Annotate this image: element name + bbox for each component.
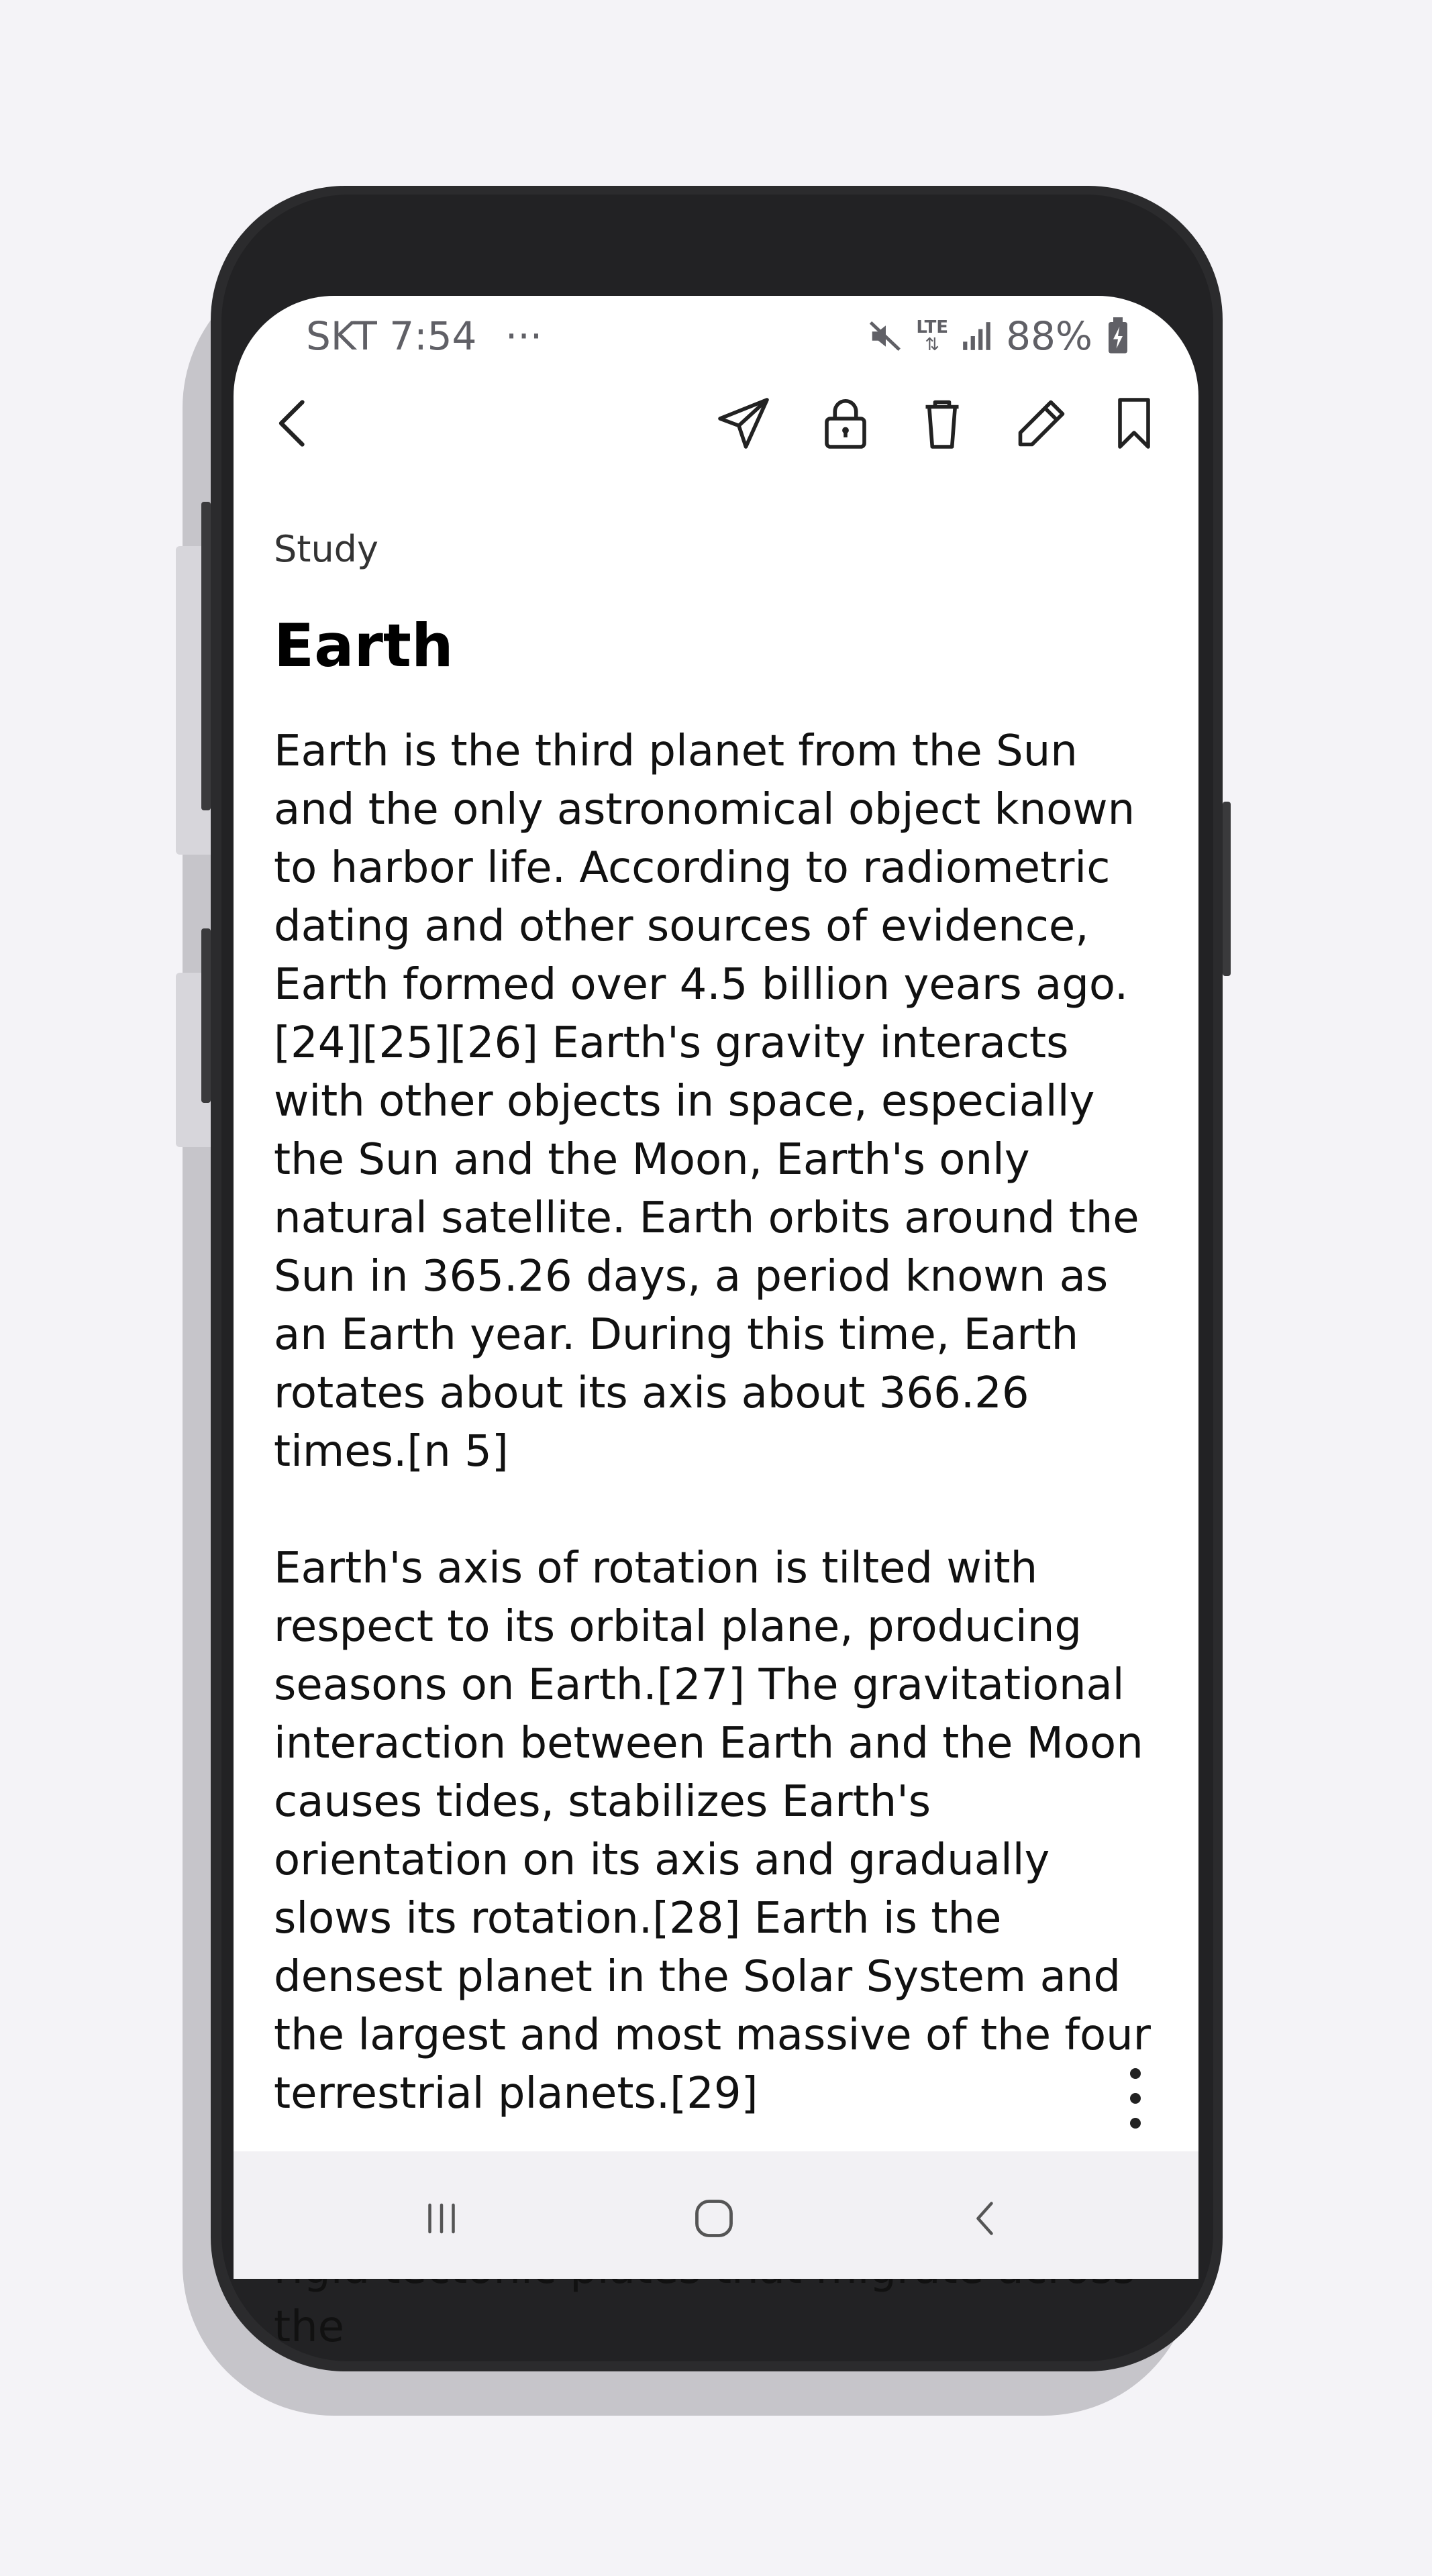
recent-apps-icon[interactable] xyxy=(401,2185,482,2252)
notification-more: ··· xyxy=(505,313,543,359)
paragraph: Earth's axis of rotation is tilted with respect to its orbital plane, producing seasons on Earth.[27] The gravitational interaction between Earth and the Moon causes tides, stabilizes Earth's orientation on its axis and gradually slows its rotation.[28] Earth is the densest planet in the Solar System and the largest and most massive of the four terrestrial planets.[29] xyxy=(274,1544,1151,2118)
network-type: LTE ⇅ xyxy=(916,317,949,355)
lock-icon[interactable] xyxy=(812,390,879,457)
note-toolbar xyxy=(234,390,1198,497)
send-icon[interactable] xyxy=(710,390,777,457)
status-right xyxy=(868,313,1131,359)
mute-icon xyxy=(868,318,904,354)
battery-percent: 88% xyxy=(1006,313,1092,359)
note-title: Earth xyxy=(274,611,454,680)
paragraph: Earth is the third planet from the Sun and the only astronomical object known to harbor life. According to radiometric dating and other sources of evidence, Earth formed over 4.5 billion years ago.[24][25][26] Earth's gravity interacts with other objects in space, especially the Sun and the Moon, Earth's only natural satellite. Earth orbits around the Sun in 365.26 days, a period known as an Earth year. During this time, Earth rotates about its axis about 366.26 times.[n 5] xyxy=(274,727,1139,1477)
more-options-icon[interactable] xyxy=(1115,2068,1156,2129)
status-bar xyxy=(306,307,1131,374)
data-arrows-icon: ⇅ xyxy=(925,335,940,355)
note-category[interactable]: Study xyxy=(274,528,378,570)
back-icon[interactable] xyxy=(262,390,329,457)
delete-icon[interactable] xyxy=(909,390,976,457)
bixby-button xyxy=(201,928,211,1103)
status-left xyxy=(306,313,542,359)
paragraph: the xyxy=(274,2302,345,2352)
navigation-bar xyxy=(234,2151,1198,2279)
volume-button xyxy=(201,502,211,810)
signal-icon xyxy=(960,319,994,353)
edit-icon[interactable] xyxy=(1008,390,1075,457)
battery-charging-icon xyxy=(1105,317,1131,355)
screen xyxy=(234,296,1198,2352)
bookmark-icon[interactable] xyxy=(1101,390,1168,457)
nav-back-icon[interactable] xyxy=(946,2185,1027,2252)
power-button xyxy=(1223,802,1231,976)
carrier-time: SKT 7:54 xyxy=(306,313,477,359)
home-icon[interactable] xyxy=(674,2185,754,2252)
